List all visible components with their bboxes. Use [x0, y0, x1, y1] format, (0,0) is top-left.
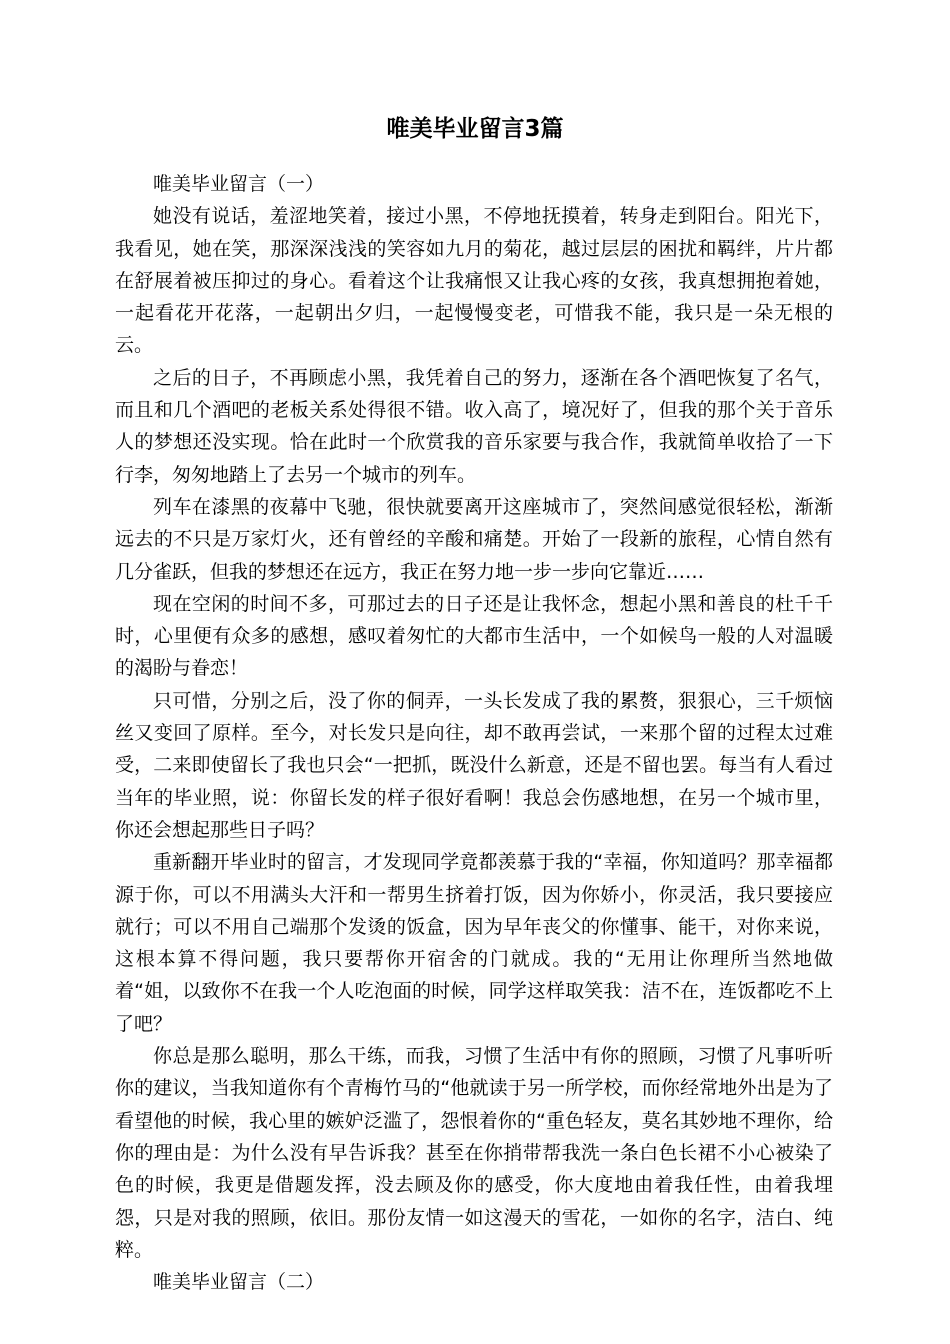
paragraph: 你总是那么聪明，那么干练，而我，习惯了生活中有你的照顾，习惯了凡事听听你的建议，当我知道你有个青梅竹马的“他就读于另一所学校，而你经常地外出是为了看望他的时候，我心里的嫉妒泛滥了，怨恨着你的“重色轻友，莫名其妙地不理你，给你的理由是：为什么没有早告诉我？甚至在你捎带帮我洗一条白色长裙不小心被染了色的时候，我更是借题发挥，没去顾及你的感受，你大度地由着我任性，由着我埋怨，只是对我的照顾，依旧。那份友情一如这漫天的雪花，一如你的名字，洁白、纯粹。	[115, 1045, 833, 1261]
paragraph: 她没有说话，羞涩地笑着，接过小黑，不停地抚摸着，转身走到阳台。阳光下，我看见，她在笑，那深深浅浅的笑容如九月的菊花，越过层层的困扰和羁绊，片片都在舒展着被压抑过的身心。看着这个让我痛恨又让我心疼的女孩，我真想拥抱着她，一起看花开花落，一起朝出夕归，一起慢慢变老，可惜我不能，我只是一朵无根的云。	[115, 205, 833, 357]
section-heading-1: 唯美毕业留言（一）	[153, 173, 325, 195]
paragraph: 重新翻开毕业时的留言，才发现同学竟都羡慕于我的“幸福，你知道吗？那幸福都源于你，可以不用满头大汗和一帮男生挤着打饭，因为你娇小，你灵活，我只要接应就行；可以不用自己端那个发烫的饭盒，因为早年丧父的你懂事、能干，对你来说，这根本算不得问题，我只要帮你开宿舍的门就成。我的“无用让你理所当然地做着“姐，以致你不在我一个人吃泡面的时候，同学这样取笑我：洁不在，连饭都吃不上了吧？	[115, 851, 833, 1035]
document-title: 唯美毕业留言3篇	[386, 116, 564, 142]
section-heading-2: 唯美毕业留言（二）	[153, 1271, 325, 1294]
document-body	[115, 168, 833, 1298]
paragraph: 之后的日子，不再顾虑小黑，我凭着自己的努力，逐渐在各个酒吧恢复了名气，而且和几个酒吧的老板关系处得很不错。收入高了，境况好了，但我的那个关于音乐人的梦想还没实现。恰在此时一个欣赏我的音乐家要与我合作，我就简单收拾了一下行李，匆匆地踏上了去另一个城市的列车。	[115, 366, 833, 486]
paragraph: 现在空闲的时间不多，可那过去的日子还是让我怀念，想起小黑和善良的杜千千时，心里便有众多的感想，感叹着匆忙的大都市生活中，一个如候鸟一般的人对温暖的渴盼与眷恋！	[115, 592, 833, 680]
paragraph: 只可惜，分别之后，没了你的侗弄，一头长发成了我的累赘，狠狠心，三千烦恼丝又变回了原样。至今，对长发只是向往，却不敢再尝试，一来那个留的过程太过难受，二来即使留长了我也只会“一把抓，既没什么新意，还是不留也罢。每当有人看过当年的毕业照，说：你留长发的样子很好看啊！我总会伤感地想，在另一个城市里，你还会想起那些日子吗？	[115, 689, 833, 841]
paragraph: 列车在漆黑的夜幕中飞驰，很快就要离开这座城市了，突然间感觉很轻松，渐渐远去的不只是万家灯火，还有曾经的辛酸和痛楚。开始了一段新的旅程，心情自然有几分雀跃，但我的梦想还在远方，我正在努力地一步一步向它靠近……	[115, 495, 833, 583]
